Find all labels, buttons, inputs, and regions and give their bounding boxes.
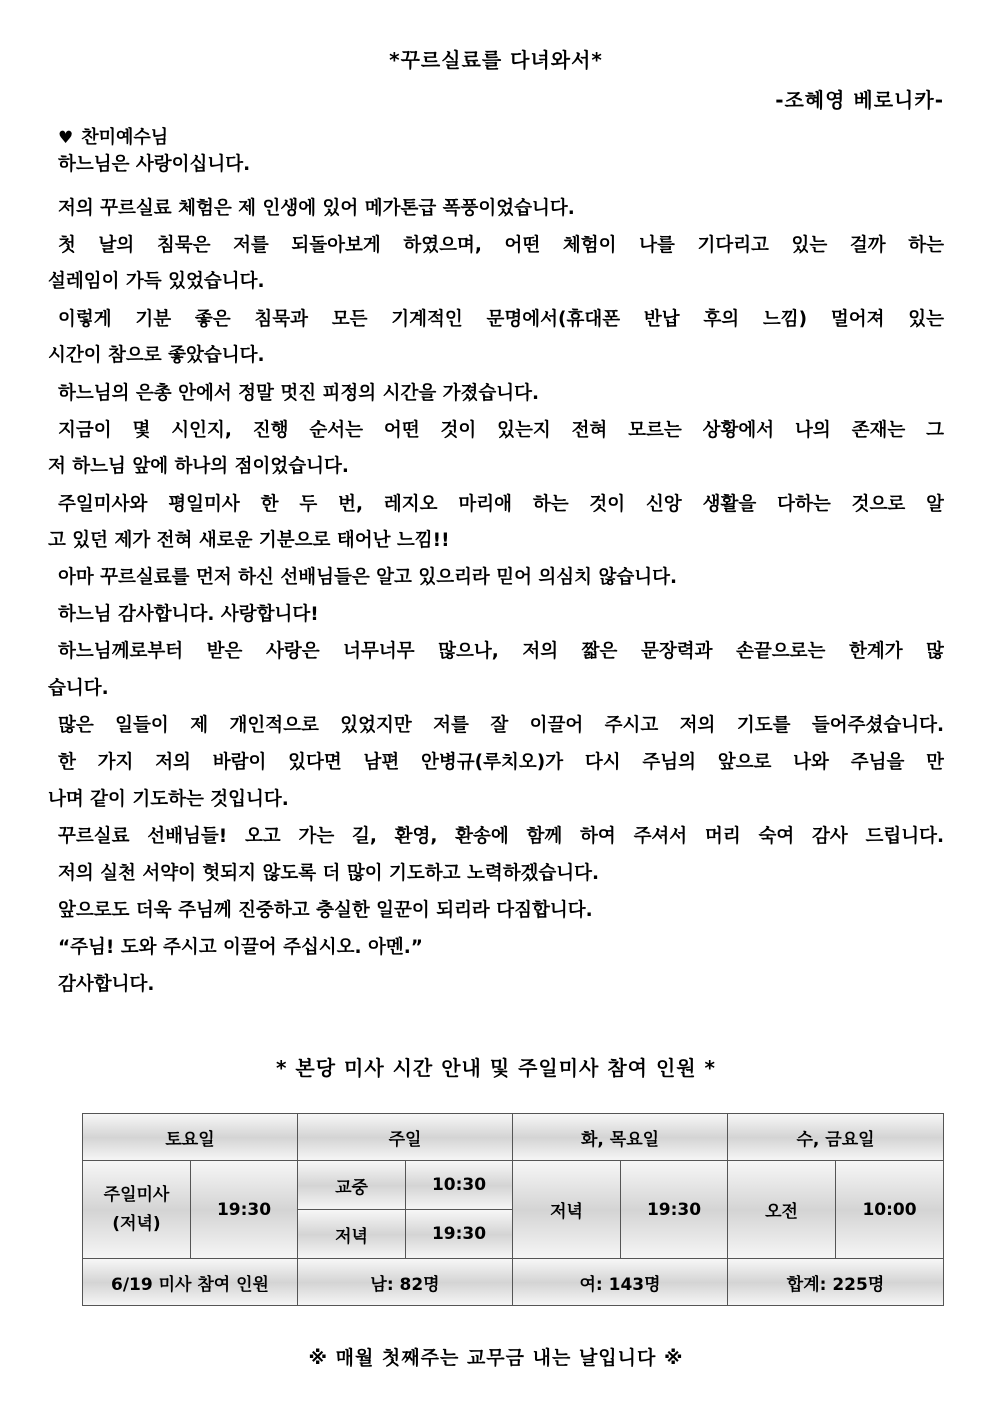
- text-line: 저의 실천 서약이 헛되지 않도록 더 많이 기도하고 노력하겠습니다.: [58, 863, 600, 884]
- text-line: 지금이 몇 시인지, 진행 순서는 어떤 것이 있는지 전혀 모르는 상황에서 나의 존재는 그: [58, 420, 944, 441]
- text-line: 나며 같이 기도하는 것입니다.: [48, 789, 289, 810]
- sunday-evening-time: 19:30: [406, 1210, 513, 1259]
- greeting-text: 찬미예수님: [81, 127, 169, 148]
- text-line: 습니다.: [48, 678, 109, 699]
- mass-schedule-table: [82, 1113, 944, 1306]
- tue-thu-label: 저녁: [513, 1161, 621, 1259]
- text-line: 주일미사와 평일미사 한 두 번, 레지오 마리애 하는 것이 신앙 생활을 다하는 것으로 알: [58, 494, 944, 515]
- sunday-main-label: 교중: [298, 1161, 406, 1210]
- text-line: 한 가지 저의 바람이 있다면 남편 안병규(루치오)가 다시 주님의 앞으로 나와 주님을 만: [58, 752, 944, 773]
- attendance-label: 6/19 미사 참여 인원: [83, 1259, 298, 1306]
- wed-fri-label: 오전: [728, 1161, 836, 1259]
- text-line: 고 있던 제가 전혀 새로운 기분으로 태어난 느낌!!: [48, 530, 450, 551]
- header-saturday: 토요일: [83, 1114, 298, 1161]
- text-line: 저의 꾸르실료 체험은 제 인생에 있어 메가톤급 폭풍이었습니다.: [58, 198, 575, 219]
- header-wed-fri: 수, 금요일: [728, 1114, 944, 1161]
- text-line: 하느님 감사합니다. 사랑합니다!: [58, 604, 319, 625]
- header-tue-thu: 화, 목요일: [513, 1114, 728, 1161]
- text-line: 하느님의 은총 안에서 정말 멋진 피정의 시간을 가졌습니다.: [58, 383, 540, 404]
- page-title: *꾸르실료를 다녀와서*: [389, 48, 603, 72]
- text-line: 저 하느님 앞에 하나의 점이었습니다.: [48, 456, 349, 477]
- wed-fri-time: 10:00: [836, 1161, 944, 1259]
- attendance-total: 합계: 225명: [728, 1259, 944, 1306]
- saturday-time: 19:30: [191, 1161, 298, 1259]
- saturday-label: 주일미사 (저녁): [83, 1161, 191, 1259]
- text-line: 많은 일들이 제 개인적으로 있었지만 저를 잘 이끌어 주시고 저의 기도를 들어주셨습니다.: [58, 715, 944, 736]
- mass-section-title: * 본당 미사 시간 안내 및 주일미사 참여 인원 *: [275, 1056, 717, 1080]
- footer-notice: ※ 매월 첫째주는 교무금 내는 날입니다 ※: [308, 1347, 684, 1369]
- text-line: 감사합니다.: [58, 974, 155, 995]
- text-line: 이렇게 기분 좋은 침묵과 모든 기계적인 문명에서(휴대폰 반납 후의 느낌) 멀어져 있는: [58, 309, 944, 330]
- text-line: 첫 날의 침묵은 저를 되돌아보게 하였으며, 어떤 체험이 나를 기다리고 있는 걸까 하는: [58, 235, 944, 256]
- text-line: 앞으로도 더욱 주님께 진중하고 충실한 일꾼이 되리라 다짐합니다.: [58, 900, 593, 921]
- text-line: 아마 꾸르실료를 먼저 하신 선배님들은 알고 있으리라 믿어 의심치 않습니다.: [58, 567, 677, 588]
- tue-thu-time: 19:30: [621, 1161, 728, 1259]
- attendance-female: 여: 143명: [513, 1259, 728, 1306]
- greeting: [58, 123, 168, 149]
- sunday-evening-label: 저녁: [298, 1210, 406, 1259]
- header-sunday: 주일: [298, 1114, 513, 1161]
- text-line: 하느님은 사랑이십니다.: [58, 154, 251, 175]
- sunday-main-time: 10:30: [406, 1161, 513, 1210]
- author-name: -조혜영 베로니카-: [775, 88, 944, 112]
- text-line: 꾸르실료 선배님들! 오고 가는 길, 환영, 환송에 함께 하여 주셔서 머리 숙여 감사 드립니다.: [58, 826, 944, 847]
- heart-icon: ♥: [58, 128, 74, 148]
- attendance-male: 남: 82명: [298, 1259, 513, 1306]
- text-line: 하느님께로부터 받은 사랑은 너무너무 많으나, 저의 짧은 문장력과 손끝으로는 한계가 많: [58, 641, 944, 662]
- text-line: 설레임이 가득 있었습니다.: [48, 271, 265, 292]
- text-line: 시간이 참으로 좋았습니다.: [48, 345, 265, 366]
- text-line: “주님! 도와 주시고 이끌어 주십시오. 아멘.”: [58, 937, 423, 958]
